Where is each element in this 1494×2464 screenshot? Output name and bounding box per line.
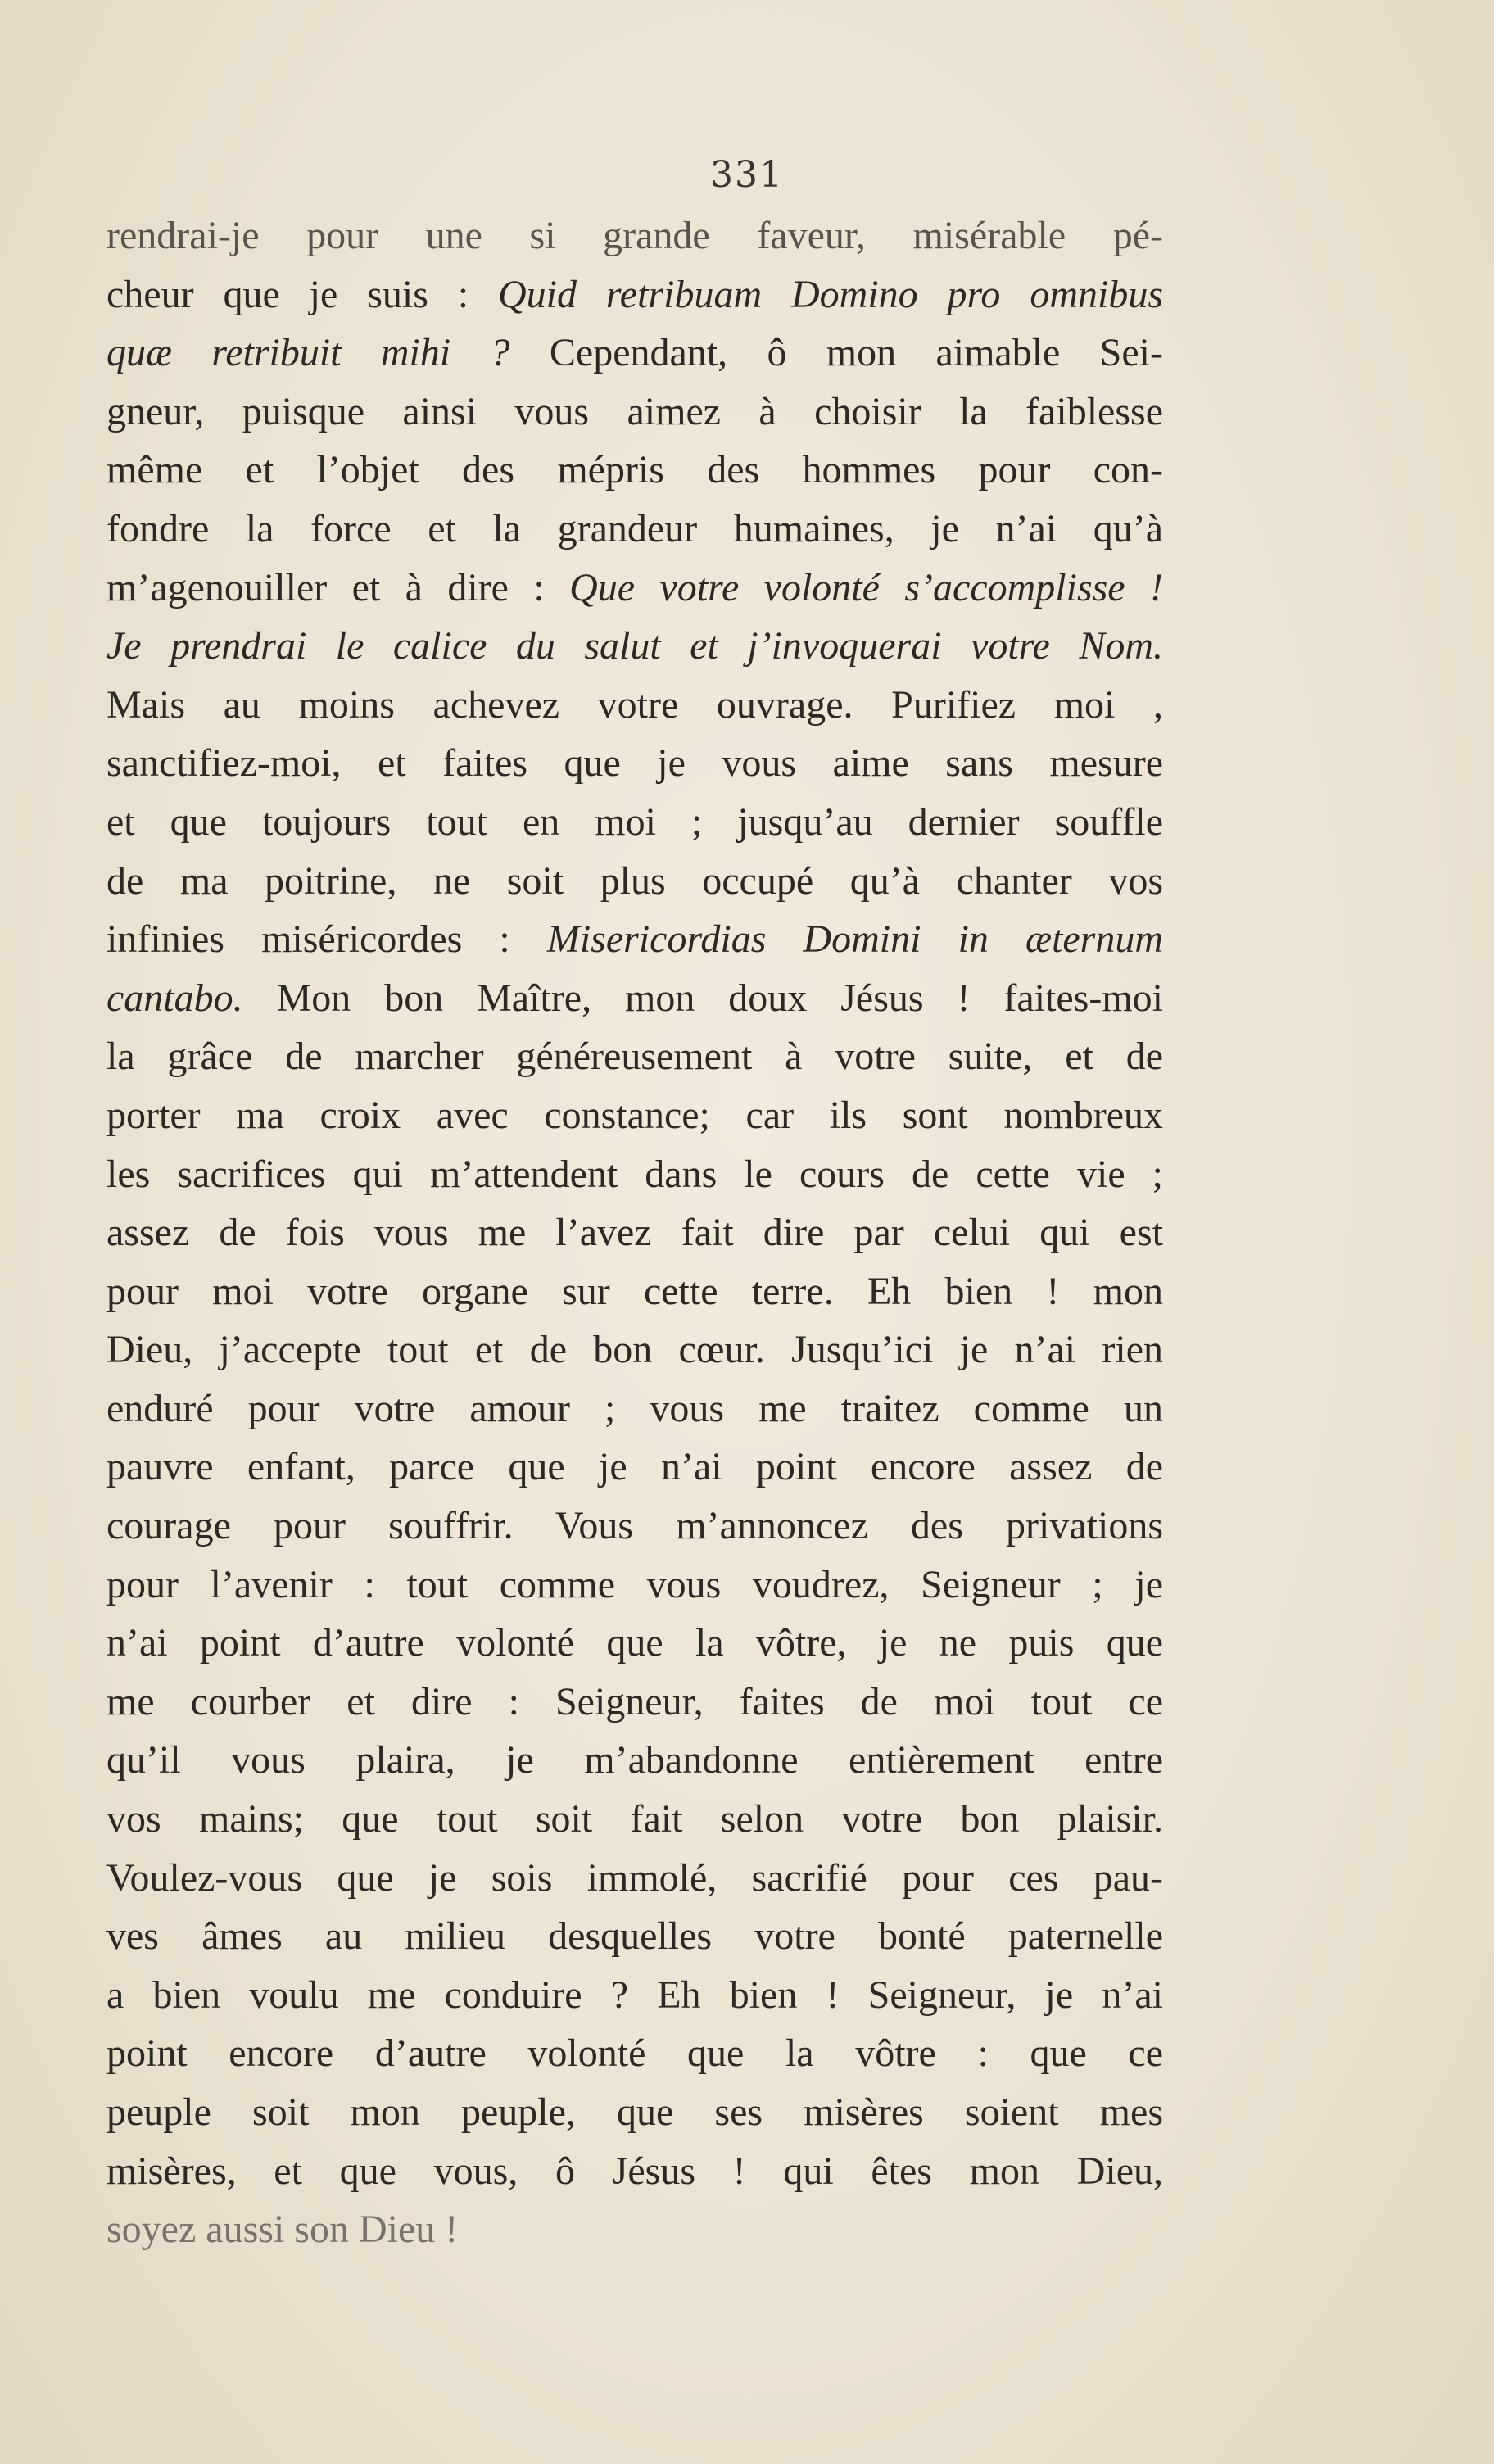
text-segment: enduré pour votre amour ; vous me traitez comme un (106, 1386, 1163, 1430)
text-segment: qu’il vous plaira, je m’abandonne entièrement entre (106, 1738, 1163, 1782)
text-line (106, 265, 1163, 324)
text-line (106, 1086, 1163, 1145)
text-line (106, 617, 1163, 676)
text-segment: ves âmes au milieu desquelles votre bonté paternelle (106, 1914, 1163, 1959)
text-segment: misères, et que vous, ô Jésus ! qui êtes mon Dieu, (106, 2149, 1163, 2193)
text-line (106, 852, 1163, 911)
text-segment: et que toujours tout en moi ; jusqu’au dernier souffle (106, 799, 1163, 844)
text-segment: Voulez-vous que je sois immolé, sacrifié pour ces pau- (106, 1855, 1163, 1900)
italic-text-segment: Que votre volonté s’accomplisse ! (569, 565, 1163, 609)
text-segment: même et l’objet des mépris des hommes pour con- (106, 448, 1163, 492)
text-segment: point encore d’autre volonté que la vôtre : que ce (106, 2031, 1163, 2076)
text-line (106, 793, 1163, 852)
text-segment: Cependant, ô mon aimable Sei- (509, 331, 1164, 375)
text-segment: porter ma croix avec constance; car ils sont nombreux (106, 1093, 1163, 1137)
text-line (106, 1556, 1163, 1615)
text-line (106, 1203, 1163, 1262)
text-segment: gneur, puisque ainsi vous aimez à choisir la faiblesse (106, 389, 1163, 433)
text-segment: pour moi votre organe sur cette terre. Eh bien ! mon (106, 1269, 1163, 1313)
italic-text-segment: Quid retribuam Domino pro omnibus (498, 272, 1163, 316)
text-line (106, 1907, 1163, 1966)
text-line (106, 676, 1163, 735)
text-line (106, 1849, 1163, 1908)
text-segment: Dieu, j’accepte tout et de bon cœur. Jusqu’ici je n’ai rien (106, 1328, 1163, 1372)
text-line (106, 383, 1163, 442)
text-segment: sanctifiez-moi, et faites que je vous aime sans mesure (106, 741, 1163, 786)
text-line (106, 1379, 1163, 1438)
text-line (106, 1673, 1163, 1732)
text-segment: les sacrifices qui m’attendent dans le cours de cette vie ; (106, 1152, 1163, 1196)
italic-text-segment: cantabo. (106, 976, 243, 1020)
text-line (106, 2142, 1163, 2201)
text-segment: a bien voulu me conduire ? Eh bien ! Seigneur, je n’ai (106, 1973, 1163, 2017)
text-line (106, 910, 1163, 969)
text-line (106, 1145, 1163, 1204)
body-text (106, 206, 1163, 2259)
text-segment: n’ai point d’autre volonté que la vôtre, je ne puis que (106, 1621, 1163, 1665)
text-line (106, 1262, 1163, 1321)
text-line (106, 1027, 1163, 1086)
text-line (106, 1320, 1163, 1379)
text-segment: Mais au moins achevez votre ouvrage. Purifiez moi , (106, 682, 1163, 727)
text-line (106, 1966, 1163, 2025)
text-segment: vos mains; que tout soit fait selon votre bon plaisir. (106, 1797, 1163, 1841)
text-segment: fondre la force et la grandeur humaines, je n’ai qu’à (106, 506, 1163, 550)
text-segment: infinies miséricordes : (106, 917, 547, 962)
text-segment: assez de fois vous me l’avez fait dire par celui qui est (106, 1211, 1163, 1255)
text-line (106, 1438, 1163, 1497)
text-line (106, 734, 1163, 793)
italic-text-segment: Je prendrai le calice du salut et j’invoquerai votre Nom. (106, 624, 1163, 668)
text-segment: me courber et dire : Seigneur, faites de moi tout ce (106, 1679, 1163, 1723)
text-line (106, 2200, 1163, 2259)
text-line (106, 559, 1163, 618)
text-line (106, 1790, 1163, 1849)
text-line (106, 441, 1163, 500)
text-segment: cheur que je suis : (106, 272, 498, 316)
text-segment: de ma poitrine, ne soit plus occupé qu’à chanter vos (106, 858, 1163, 903)
italic-text-segment: Misericordias Domini in æternum (546, 917, 1163, 962)
text-line (106, 500, 1163, 559)
text-segment: peuple soit mon peuple, que ses misères soient mes (106, 2090, 1163, 2134)
text-line (106, 969, 1163, 1028)
italic-text-segment: quæ retribuit mihi ? (106, 331, 510, 375)
text-line (106, 1497, 1163, 1556)
page-number: 331 (710, 154, 784, 196)
text-line (106, 1614, 1163, 1673)
text-line (106, 324, 1163, 383)
text-line (106, 206, 1163, 265)
text-segment: pauvre enfant, parce que je n’ai point encore assez de (106, 1445, 1163, 1489)
text-line (106, 1731, 1163, 1790)
text-segment: soyez aussi son Dieu ! (106, 2208, 459, 2252)
text-line (106, 2083, 1163, 2142)
text-segment: courage pour souffrir. Vous m’annoncez des privations (106, 1504, 1163, 1548)
text-segment: rendrai-je pour une si grande faveur, misérable pé- (106, 214, 1163, 257)
text-segment: la grâce de marcher généreusement à votre suite, et de (106, 1035, 1163, 1079)
text-line (106, 2024, 1163, 2083)
text-segment: Mon bon Maître, mon doux Jésus ! faites-moi (242, 976, 1163, 1020)
text-segment: pour l’avenir : tout comme vous voudrez, Seigneur ; je (106, 1562, 1163, 1606)
text-segment: m’agenouiller et à dire : (106, 565, 570, 609)
